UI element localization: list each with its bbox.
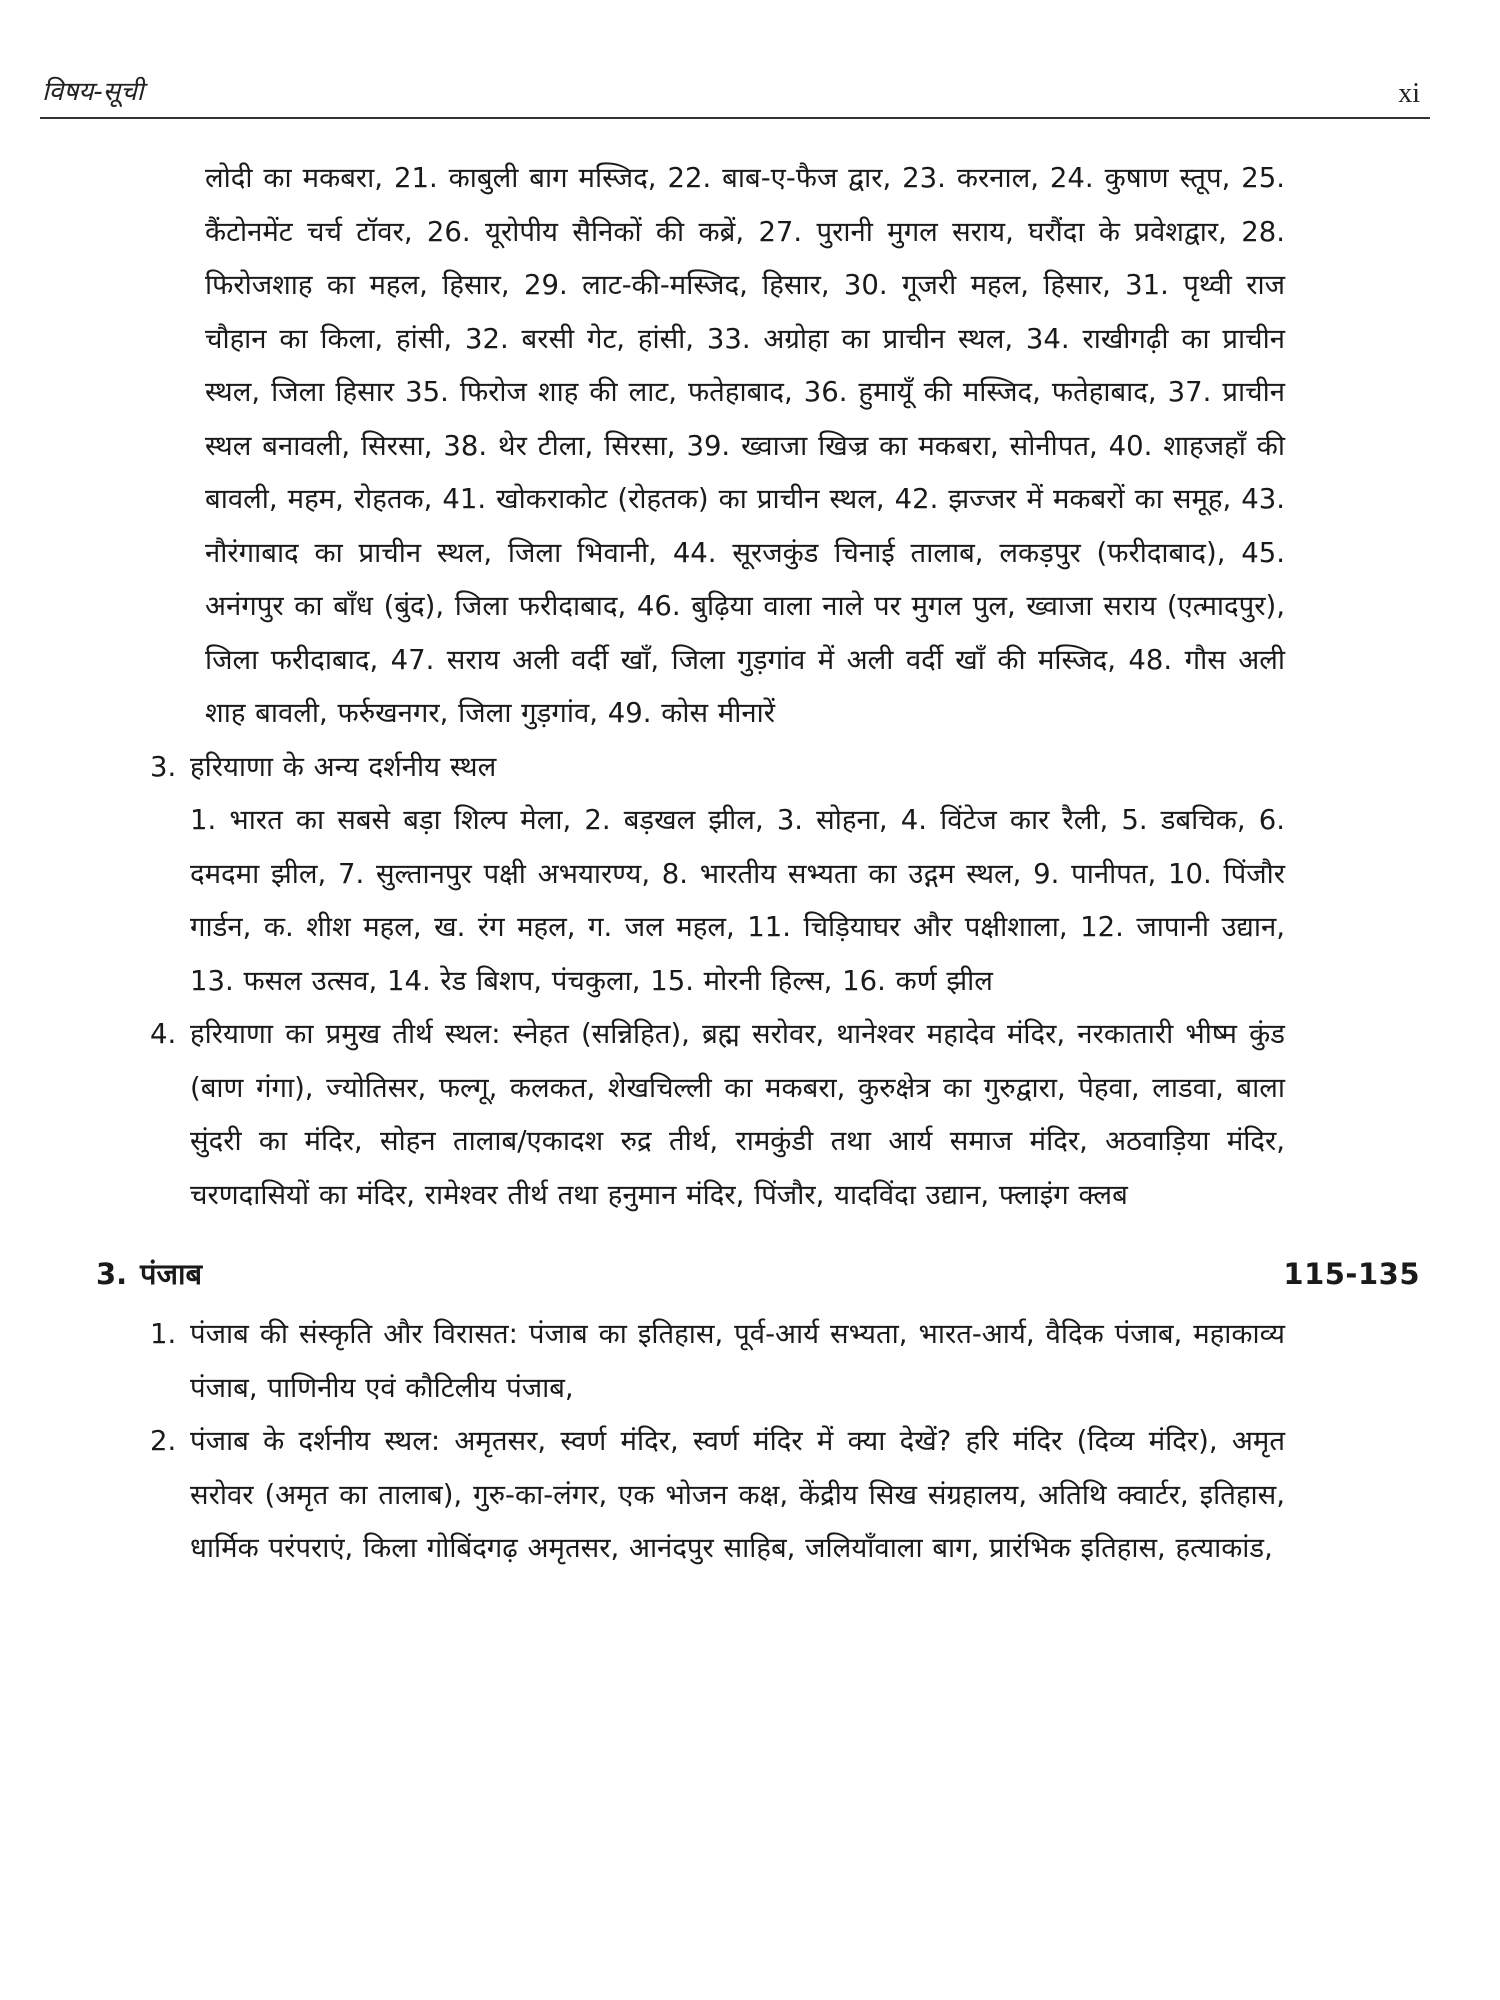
chapter-heading bbox=[96, 1246, 1420, 1302]
item-text: हरियाणा का प्रमुख तीर्थ स्थल: स्नेहत (सन्निहित), ब्रह्म सरोवर, थानेश्वर महादेव मंदिर, नरकातारी भीष्म कुंड (बाण गंगा), ज्योतिसर, फल्गू, कलकत, शेखचिल्ली का मकबरा, कुरुक्षेत्र का गुरुद्वारा, पेहवा, लाडवा, बाला सुंदरी का मंदिर, सोहन तालाब/एकादश रुद्र तीर्थ, रामकुंडी तथा आर्य समाज मंदिर, अठवाड़िया मंदिर, चरणदासियों का मंदिर, रामेश्वर तीर्थ तथा हनुमान मंदिर, पिंजौर, यादविंदा उद्यान, फ्लाइंग क्लब bbox=[190, 1018, 1285, 1211]
item-number: 1. bbox=[150, 1318, 177, 1350]
item-number: 3. bbox=[150, 750, 177, 783]
item-number: 4. bbox=[150, 1018, 177, 1050]
item-text: पंजाब की संस्कृति और विरासत: पंजाब का इतिहास, पूर्व-आर्य सभ्यता, भारत-आर्य, वैदिक पंजाब, महाकाव्य पंजाब, पाणिनीय एवं कौटिलीय पंजाब, bbox=[190, 1318, 1285, 1404]
item-text: 1. भारत का सबसे बड़ा शिल्प मेला, 2. बड़खल झील, 3. सोहना, 4. विंटेज कार रैली, 5. डबचिक, 6. दमदमा झील, 7. सुल्तानपुर पक्षी अभयारण्य, 8. भारतीय सभ्यता का उद्गम स्थल, 9. पानीपत, 10. पिंजौर गार्डन, क. शीश महल, ख. रंग महल, ग. जल महल, 11. चिड़ियाघर और पक्षीशाला, 12. जापानी उद्यान, 13. फसल उत्सव, 14. रेड बिशप, पंचकुला, 15. मोरनी हिल्स, 16. कर्ण झील bbox=[190, 804, 1285, 997]
chapter-number: 3. bbox=[96, 1257, 128, 1291]
continued-paragraph: लोदी का मकबरा, 21. काबुली बाग मस्जिद, 22. बाब-ए-फैज द्वार, 23. करनाल, 24. कुषाण स्तूप, 25. कैंटोनमेंट चर्च टॉवर, 26. यूरोपीय सैनिकों की कब्रें, 27. पुरानी मुगल सराय, घरौंदा के प्रवेशद्वार, 28. फिरोजशाह का महल, हिसार, 29. लाट-की-मस्जिद, हिसार, 30. गूजरी महल, हिसार, 31. पृथ्वी राज चौहान का किला, हांसी, 32. बरसी गेट, हांसी, 33. अग्रोहा का प्राचीन स्थल, 34. राखीगढ़ी का प्राचीन स्थल, जिला हिसार 35. फिरोज शाह की लाट, फतेहाबाद, 36. हुमायूँ की मस्जिद, फतेहाबाद, 37. प्राचीन स्थल बनावली, सिरसा, 38. थेर टीला, सिरसा, 39. ख्वाजा खिज्र का मकबरा, सोनीपत, 40. शाहजहाँ की बावली, महम, रोहतक, 41. खोकराकोट (रोहतक) का प्राचीन स्थल, 42. झज्जर में मकबरों का समूह, 43. नौरंगाबाद का प्राचीन स्थल, जिला भिवानी, 44. सूरजकुंड चिनाई तालाब, लकड़पुर (फरीदाबाद), 45. अनंगपुर का बाँध (बुंद), जिला फरीदाबाद, 46. बुढ़िया वाला नाले पर मुगल पुल, ख्वाजा सराय (एत्मादपुर), जिला फरीदाबाद, 47. सराय अली वर्दी खाँ, जिला गुड़गांव में अली वर्दी खाँ की मस्जिद, 48. गौस अली शाह बावली, फर्रुखनगर, जिला गुड़गांव, 49. कोस मीनारें bbox=[205, 162, 1285, 729]
chapter-page-range: 115-135 bbox=[1283, 1257, 1420, 1291]
page-number: xi bbox=[1398, 78, 1420, 109]
chapter-title: पंजाब bbox=[140, 1257, 203, 1291]
item-title: हरियाणा के अन्य दर्शनीय स्थल bbox=[190, 750, 497, 783]
item-number: 2. bbox=[150, 1425, 177, 1457]
toc-item-punjab-sights bbox=[150, 1415, 1285, 1576]
contents-body bbox=[0, 152, 1500, 1576]
item-text: पंजाब के दर्शनीय स्थल: अमृतसर, स्वर्ण मंदिर, स्वर्ण मंदिर में क्या देखें? हरि मंदिर (दिव्य मंदिर), अमृत सरोवर (अमृत का तालाब), गुरु-का-लंगर, एक भोजन कक्ष, केंद्रीय सिख संग्रहालय, अतिथि क्वार्टर, इतिहास, धार्मिक परंपराएं, किला गोबिंदगढ़ अमृतसर, आनंदपुर साहिब, जलियाँवाला बाग, प्रारंभिक इतिहास, हत्याकांड, bbox=[190, 1425, 1286, 1564]
toc-item-punjab-culture bbox=[150, 1308, 1285, 1415]
toc-item-other-sights bbox=[150, 741, 1285, 1009]
header-rule bbox=[40, 117, 1430, 119]
running-title: विषय-सूची bbox=[42, 77, 144, 107]
toc-item-pilgrimage bbox=[150, 1008, 1285, 1222]
